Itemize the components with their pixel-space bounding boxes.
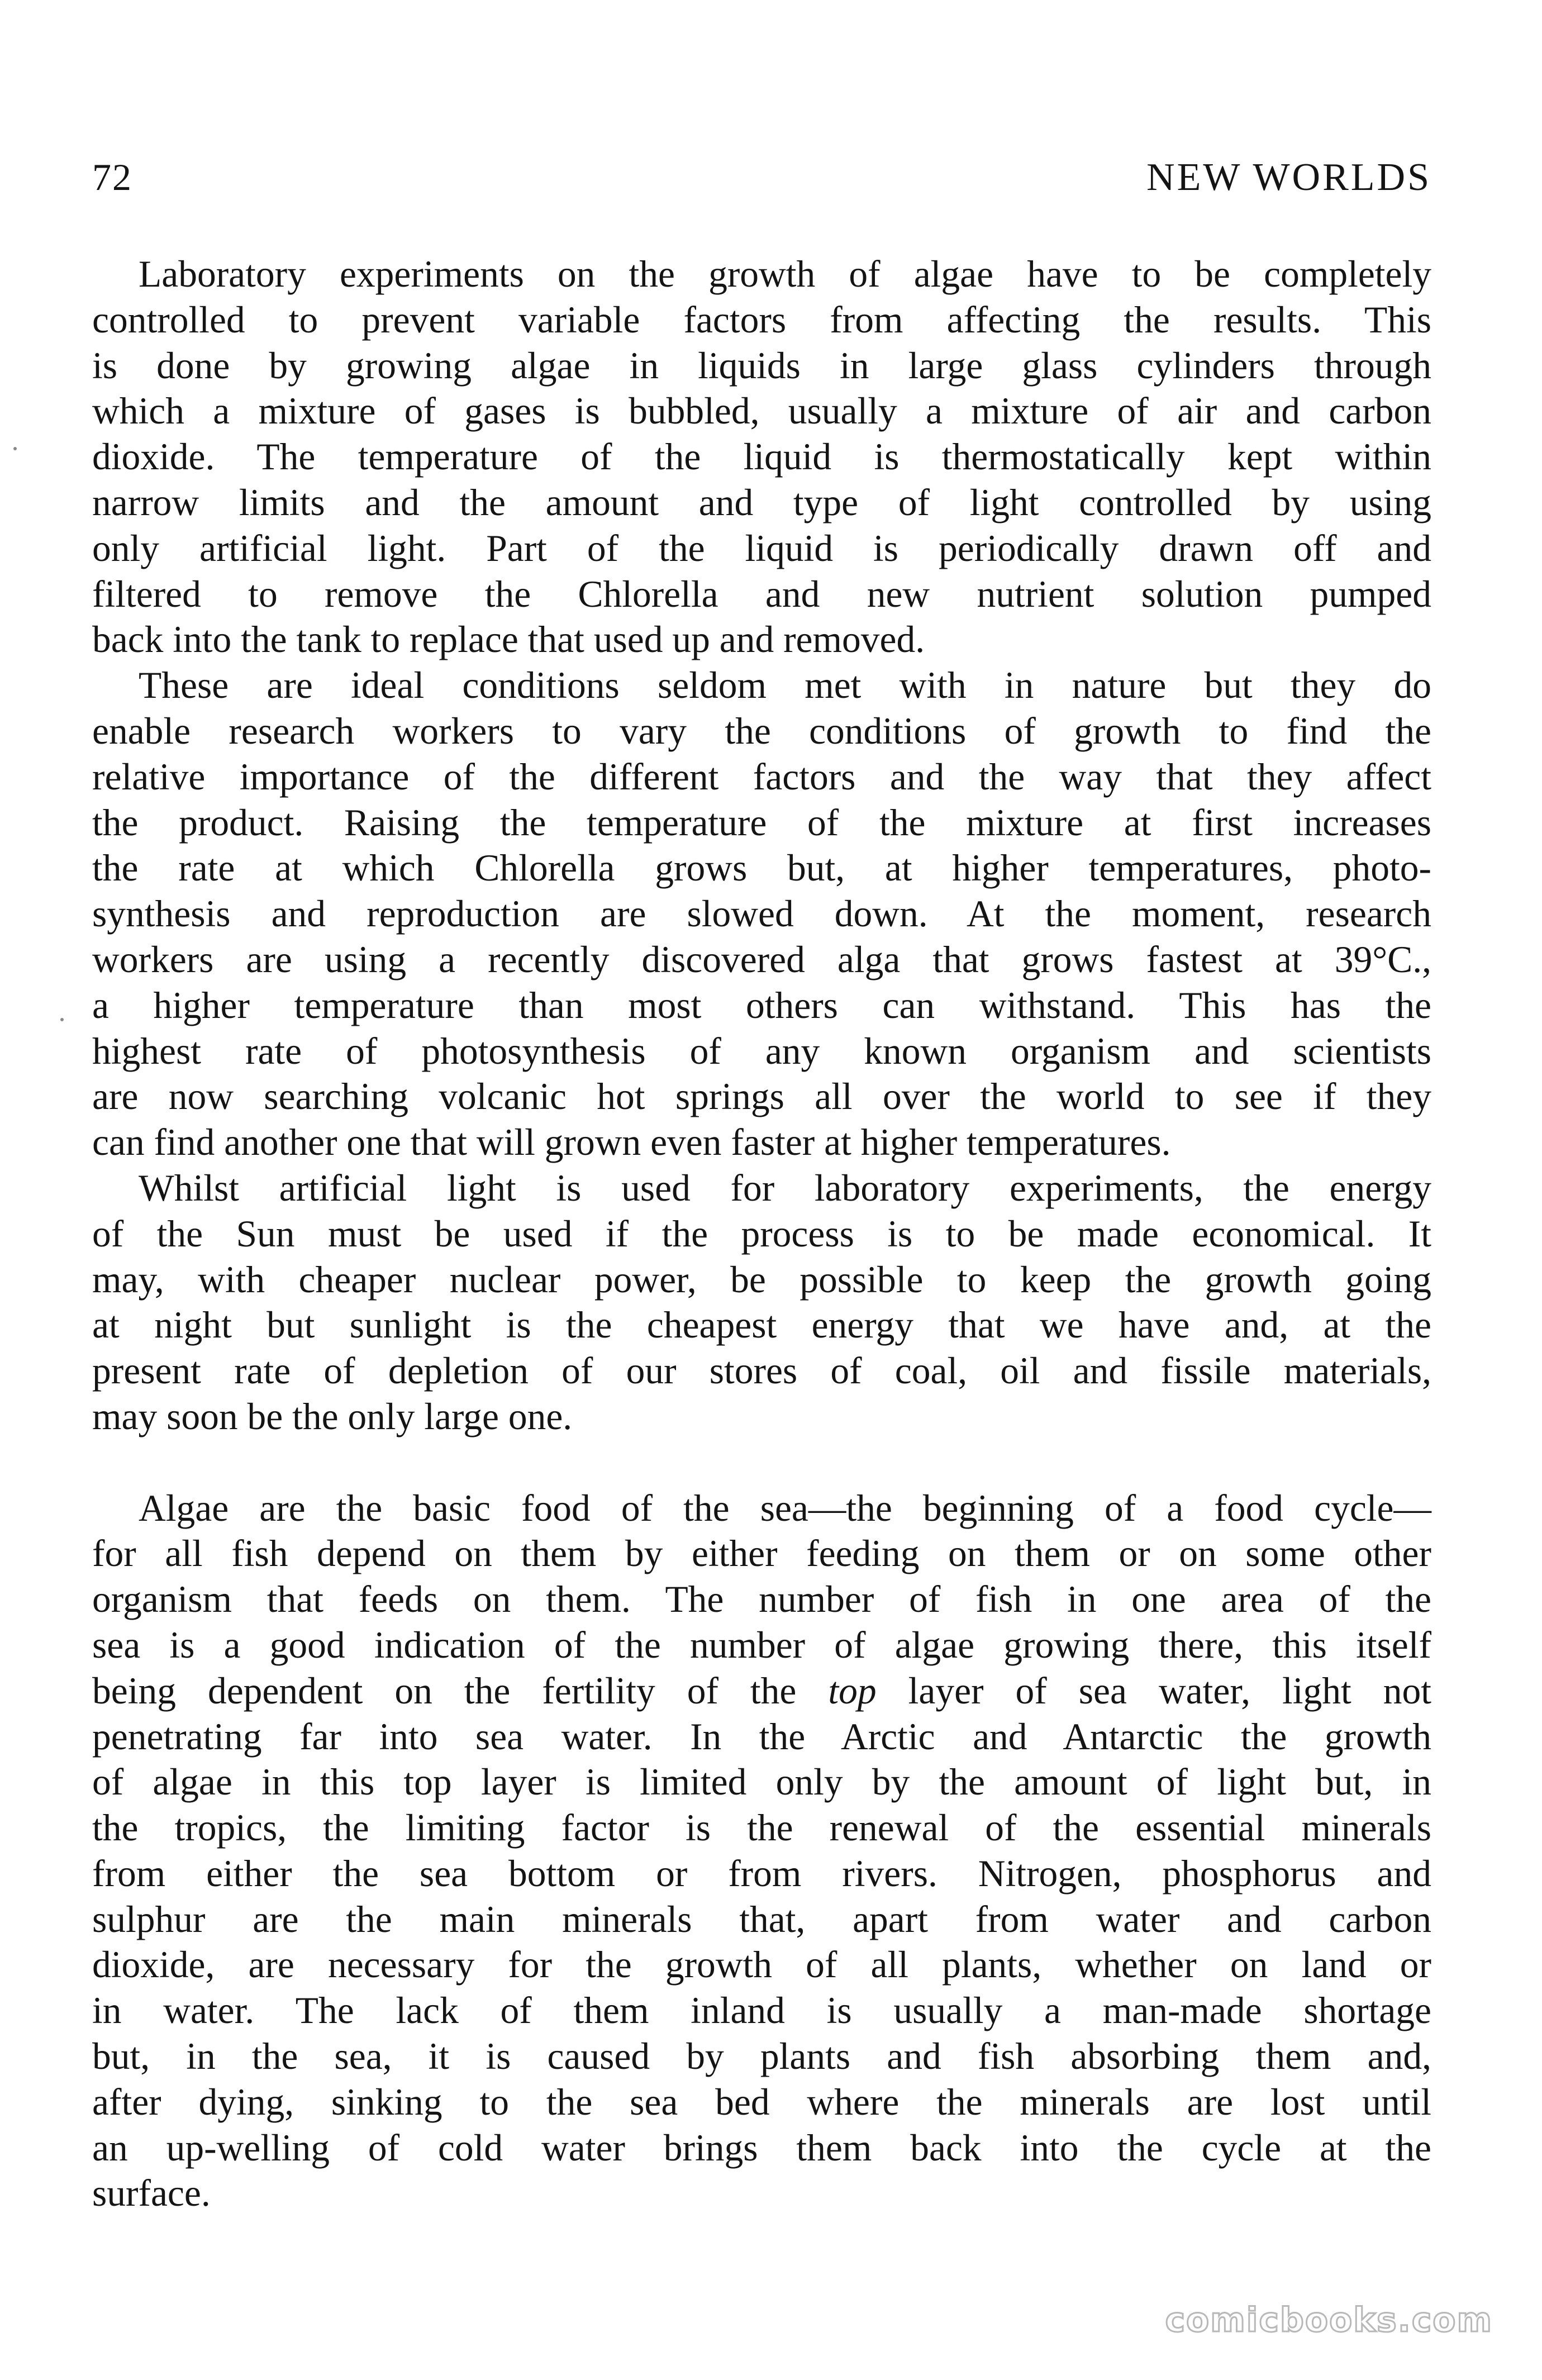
text-line: sulphur are the main minerals that, apart from water and carbon: [92, 1898, 1431, 1940]
text-line: the tropics, the limiting factor is the renewal of the essential minerals: [92, 1807, 1431, 1849]
paragraph: [92, 251, 1431, 663]
paragraph: [92, 1486, 1431, 2217]
paragraph: [92, 663, 1431, 1165]
text-line: for all fish depend on them by either feeding on them or on some other: [92, 1532, 1431, 1575]
text-line: narrow limits and the amount and type of light controlled by using: [92, 481, 1431, 523]
text-line: after dying, sinking to the sea bed where the minerals are lost until: [92, 2081, 1431, 2123]
text-line: synthesis and reproduction are slowed down. At the moment, research: [92, 893, 1431, 935]
text-line: in water. The lack of them inland is usually a man-made shortage: [92, 1989, 1431, 2032]
text-line: the product. Raising the temperature of the mixture at first increases: [92, 801, 1431, 844]
text-line: of the Sun must be used if the process is to be made economical. It: [92, 1212, 1431, 1255]
text-run: being dependent on the fertility of the: [92, 1669, 829, 1712]
text-line: dioxide, are necessary for the growth of all plants, whether on land or: [92, 1944, 1431, 1986]
text-line: present rate of depletion of our stores of coal, oil and fissile materials,: [92, 1350, 1431, 1392]
text-line: are now searching volcanic hot springs all over the world to see if they: [92, 1075, 1431, 1118]
text-run: layer of sea water, light not: [876, 1669, 1432, 1712]
text-line: can find another one that will grown even faster at higher temperatures.: [92, 1121, 1171, 1164]
text-line: enable research workers to vary the conditions of growth to find the: [92, 710, 1431, 752]
italic-word: top: [828, 1669, 877, 1712]
margin-speck: [13, 447, 17, 450]
text-line: which a mixture of gases is bubbled, usually a mixture of air and carbon: [92, 390, 1431, 432]
text-line: is done by growing algae in liquids in large glass cylinders through: [92, 344, 1431, 387]
text-line: the rate at which Chlorella grows but, at higher temperatures, photo-: [92, 847, 1431, 889]
text-line: but, in the sea, it is caused by plants and fish absorbing them and,: [92, 2035, 1431, 2078]
text-line: penetrating far into sea water. In the Arctic and Antarctic the growth: [92, 1715, 1431, 1758]
text-line: Laboratory experiments on the growth of algae have to be completely: [139, 253, 1431, 295]
text-line: filtered to remove the Chlorella and new nutrient solution pumped: [92, 573, 1431, 615]
page-number: 72: [92, 156, 132, 198]
text-line: relative importance of the different factors and the way that they affect: [92, 755, 1431, 798]
watermark: comicbooks.com: [1165, 2301, 1493, 2340]
text-line: from either the sea bottom or from rivers. Nitrogen, phosphorus and: [92, 1852, 1431, 1895]
body-text: [92, 251, 1431, 2216]
text-line: These are ideal conditions seldom met with in nature but they do: [139, 664, 1431, 707]
running-head: NEW WORLDS: [1146, 156, 1431, 199]
text-line: a higher temperature than most others can withstand. This has the: [92, 984, 1431, 1026]
text-line: [92, 1668, 1431, 1714]
text-line: may soon be the only large one.: [92, 1395, 573, 1437]
text-line: organism that feeds on them. The number of fish in one area of the: [92, 1578, 1431, 1621]
text-line: may, with cheaper nuclear power, be possible to keep the growth going: [92, 1258, 1431, 1301]
text-line: dioxide. The temperature of the liquid is thermostatically kept within: [92, 436, 1431, 478]
text-line: at night but sunlight is the cheapest energy that we have and, at the: [92, 1304, 1431, 1346]
section-break: [92, 1440, 1431, 1486]
text-line: surface.: [92, 2172, 211, 2215]
text-line: controlled to prevent variable factors from affecting the results. This: [92, 298, 1431, 341]
text-line: workers are using a recently discovered alga that grows fastest at 39°C.,: [92, 938, 1431, 980]
text-line: Whilst artificial light is used for laboratory experiments, the energy: [139, 1167, 1431, 1209]
paragraph: [92, 1165, 1431, 1440]
margin-speck: [60, 1018, 64, 1021]
text-line: highest rate of photosynthesis of any known organism and scientists: [92, 1030, 1431, 1072]
text-line: of algae in this top layer is limited only by the amount of light but, in: [92, 1761, 1431, 1803]
page-header: [92, 155, 1431, 206]
text-line: sea is a good indication of the number of algae growing there, this itself: [92, 1624, 1431, 1666]
text-line: an up-welling of cold water brings them back into the cycle at the: [92, 2126, 1431, 2169]
text-line: only artificial light. Part of the liquid is periodically drawn off and: [92, 527, 1431, 569]
text-line: Algae are the basic food of the sea—the beginning of a food cycle—: [139, 1487, 1431, 1529]
text-line: back into the tank to replace that used up and removed.: [92, 618, 925, 661]
